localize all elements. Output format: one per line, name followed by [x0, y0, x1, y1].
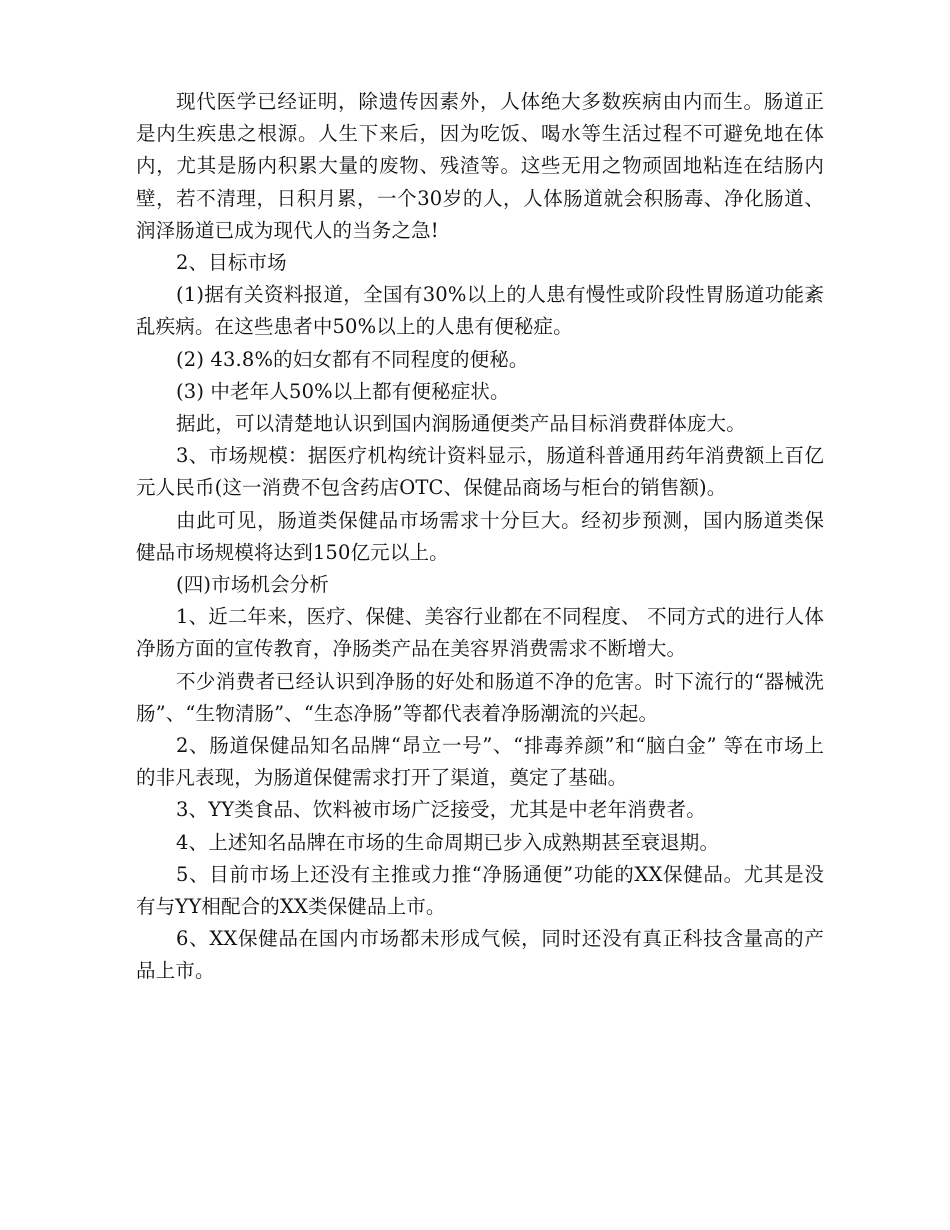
paragraph-opportunity-1: 1、近二年来，医疗、保健、美容行业都在不同程度、 不同方式的进行人体净肠方面的宣传教育，净肠类产品在美容界消费需求不断增大。: [136, 605, 824, 661]
paragraph-point-3: (3) 中老年人50%以上都有便秘症状。: [176, 379, 510, 403]
paragraph-opportunity-2: 2、肠道保健品知名品牌“昂立一号”、“排毒养颜”和“脑白金” 等在市场上的非凡表现，为肠道保健需求打开了渠道，奠定了基础。: [136, 734, 824, 790]
heading-opportunity-analysis: (四)市场机会分析: [176, 573, 330, 597]
document-body: [136, 86, 824, 988]
paragraph-consumer-awareness: 不少消费者已经认识到净肠的好处和肠道不净的危害。时下流行的“器械洗肠”、“生物清肠”、“生态净肠”等都代表着净肠潮流的兴起。: [136, 669, 824, 725]
paragraph-point-1: (1)据有关资料报道，全国有30%以上的人患有慢性或阶段性胃肠道功能紊乱疾病。在这些患者中50%以上的人患有便秘症。: [136, 283, 824, 339]
paragraph-point-2: (2) 43.8%的妇女都有不同程度的便秘。: [176, 347, 529, 371]
heading-target-market: 2、目标市场: [176, 251, 287, 275]
paragraph-opportunity-5: 5、目前市场上还没有主推或力推“净肠通便”功能的XX保健品。尤其是没有与YY相配合的XX类保健品上市。: [136, 862, 824, 919]
paragraph-intro: 现代医学已经证明，除遗传因素外，人体绝大多数疾病由内而生。肠道正是内生疾患之根源。人生下来后，因为吃饭、喝水等生活过程不可避免地在体内，尤其是肠内积累大量的废物、残渣等。这些无用之物顽固地粘连在结肠内壁，若不清理，日积月累，一个30岁的人，人体肠道就会积肠毒、净化肠道、润泽肠道已成为现代人的当务之急!: [136, 90, 824, 242]
paragraph-market-forecast: 由此可见，肠道类保健品市场需求十分巨大。经初步预测，国内肠道类保健品市场规模将达到150亿元以上。: [136, 508, 824, 564]
paragraph-opportunity-4: 4、上述知名品牌在市场的生命周期已步入成熟期甚至衰退期。: [176, 830, 720, 854]
paragraph-conclusion: 据此，可以清楚地认识到国内润肠通便类产品目标消费群体庞大。: [176, 412, 746, 436]
paragraph-opportunity-6: 6、XX保健品在国内市场都未形成气候，同时还没有真正科技含量高的产品上市。: [136, 927, 824, 983]
paragraph-opportunity-3: 3、YY类食品、饮料被市场广泛接受，尤其是中老年消费者。: [176, 798, 706, 822]
paragraph-market-size: 3、市场规模：据医疗机构统计资料显示，肠道科普通用药年消费额上百亿元人民币(这一消费不包含药店OTC、保健品商场与柜台的销售额)。: [136, 444, 824, 500]
